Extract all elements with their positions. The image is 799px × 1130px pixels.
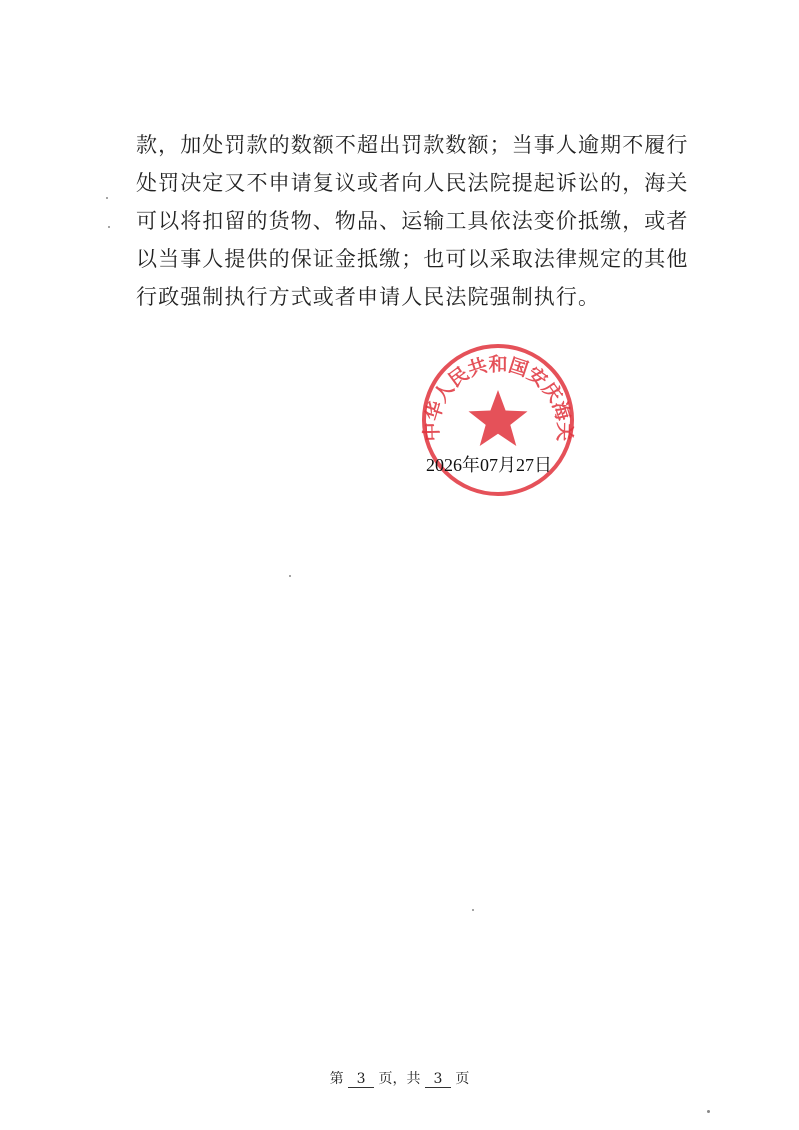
document-date: 2026年07月27日	[426, 455, 552, 475]
body-paragraph	[136, 126, 689, 316]
scan-speck	[108, 226, 110, 228]
body-line: 以当事人提供的保证金抵缴；也可以采取法律规定的其他	[136, 247, 689, 271]
scan-speck	[106, 197, 108, 199]
total-pages-number: 3	[425, 1071, 451, 1088]
footer-middle: 页，共	[378, 1071, 421, 1087]
body-line: 可以将扣留的货物、物品、运输工具依法变价抵缴，或者	[136, 209, 689, 233]
scan-speck	[472, 909, 474, 911]
footer-prefix: 第	[329, 1071, 344, 1087]
footer-suffix: 页	[455, 1071, 470, 1087]
seal-text: 中华人民共和国安庆海关	[420, 353, 576, 442]
body-line: 处罚决定又不申请复议或者向人民法院提起诉讼的，海关	[136, 171, 689, 195]
body-line: 行政强制执行方式或者申请人民法院强制执行。	[136, 285, 601, 309]
scan-speck	[707, 1110, 710, 1113]
current-page-number: 3	[348, 1071, 374, 1088]
star-icon	[469, 390, 528, 446]
scan-speck	[289, 575, 291, 577]
body-line: 款，加处罚款的数额不超出罚款数额；当事人逾期不履行	[136, 133, 689, 157]
page-footer	[0, 1068, 799, 1088]
